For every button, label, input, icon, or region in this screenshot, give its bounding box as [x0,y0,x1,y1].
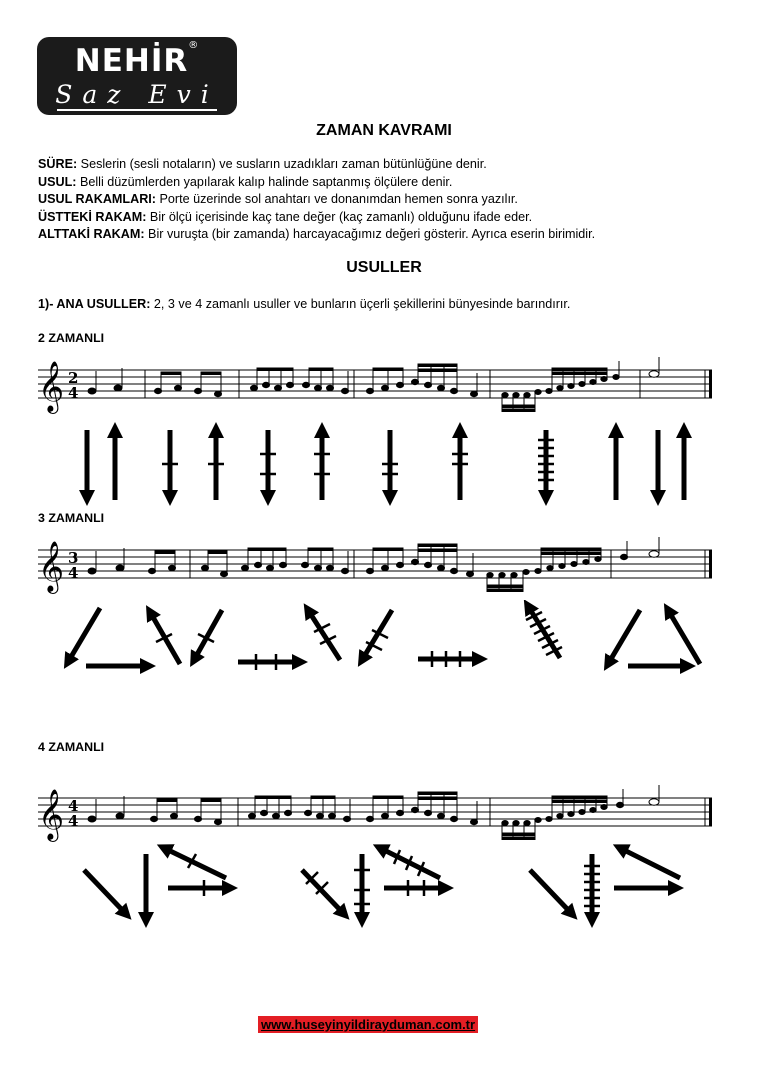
beat-arrows-two [0,420,768,510]
beat-arrows-four [0,840,768,930]
logo [37,37,237,115]
time-sig-bottom: 4 [68,564,79,582]
down-right-arrow-icon [84,870,126,914]
definition-sure: SÜRE: Seslerin (sesli notaların) ve susların uzadıkları zaman bütünlüğüne denir. [38,157,487,171]
definitions [38,156,595,244]
time-sig-top: 3 [68,549,79,567]
definition-usul-rakamlari: USUL RAKAMLARI: Porte üzerinde sol anahtarı ve donanımdan hemen sonra yazılır. [38,192,518,207]
section-label-2: 2 ZAMANLI [38,331,105,345]
footer-website-link[interactable]: www.huseyinyildirayduman.com.tr [258,1016,478,1033]
logo-subtitle: Saz Evi [55,80,219,109]
down-left-arrow-icon [608,610,640,664]
logo-underline [57,109,217,111]
logo-brand: NEHİR® [74,39,200,79]
staff-lines [38,370,712,398]
treble-clef-icon: 𝄞 [38,789,65,840]
down-right-arrow-icon [302,870,344,914]
staff-three [0,535,768,595]
up-left-arrow-icon [620,848,680,878]
beat-arrows-three [0,600,768,680]
page-title: ZAMAN KAVRAMI [316,122,452,139]
down-left-arrow-icon [362,610,392,660]
definition-usul: USUL: Belli düzümlerden yapılarak kalıp halinde saptanmış ölçülere denir. [38,174,453,189]
section-heading-usuller: USULLER [346,259,422,276]
up-left-arrow-icon [668,610,700,664]
staff-four [0,783,768,843]
definition-alttaki-rakam: ALTTAKİ RAKAM: Bir vuruşta (bir zamanda) harcayacağımız değeri gösterir. Ayrıca eserin birimidir. [38,227,596,242]
section-label-4: 4 ZAMANLI [38,740,105,754]
treble-clef-icon: 𝄞 [38,541,65,592]
time-sig-bottom: 4 [68,384,79,402]
down-right-arrow-icon [530,870,572,914]
definition-ustteki-rakam: ÜSTTEKİ RAKAM: Bir ölçü içerisinde kaç tane değer (kaç zamanlı) olduğunu ifade eder. [38,209,533,224]
time-sig-top: 4 [68,797,79,815]
time-sig-top: 2 [68,369,79,387]
ana-usuller-paragraph: 1)- ANA USULLER: 2, 3 ve 4 zamanlı usuller ve bunların üçerli şekillerini bünyesinde barındırır. [38,297,571,311]
up-left-arrow-icon [308,610,340,660]
section-label-3: 3 ZAMANLI [38,511,105,525]
time-sig-bottom: 4 [68,812,79,830]
treble-clef-icon: 𝄞 [38,361,65,412]
staff-two [0,355,768,415]
down-left-arrow-icon [68,608,100,662]
up-left-arrow-icon [164,848,226,878]
